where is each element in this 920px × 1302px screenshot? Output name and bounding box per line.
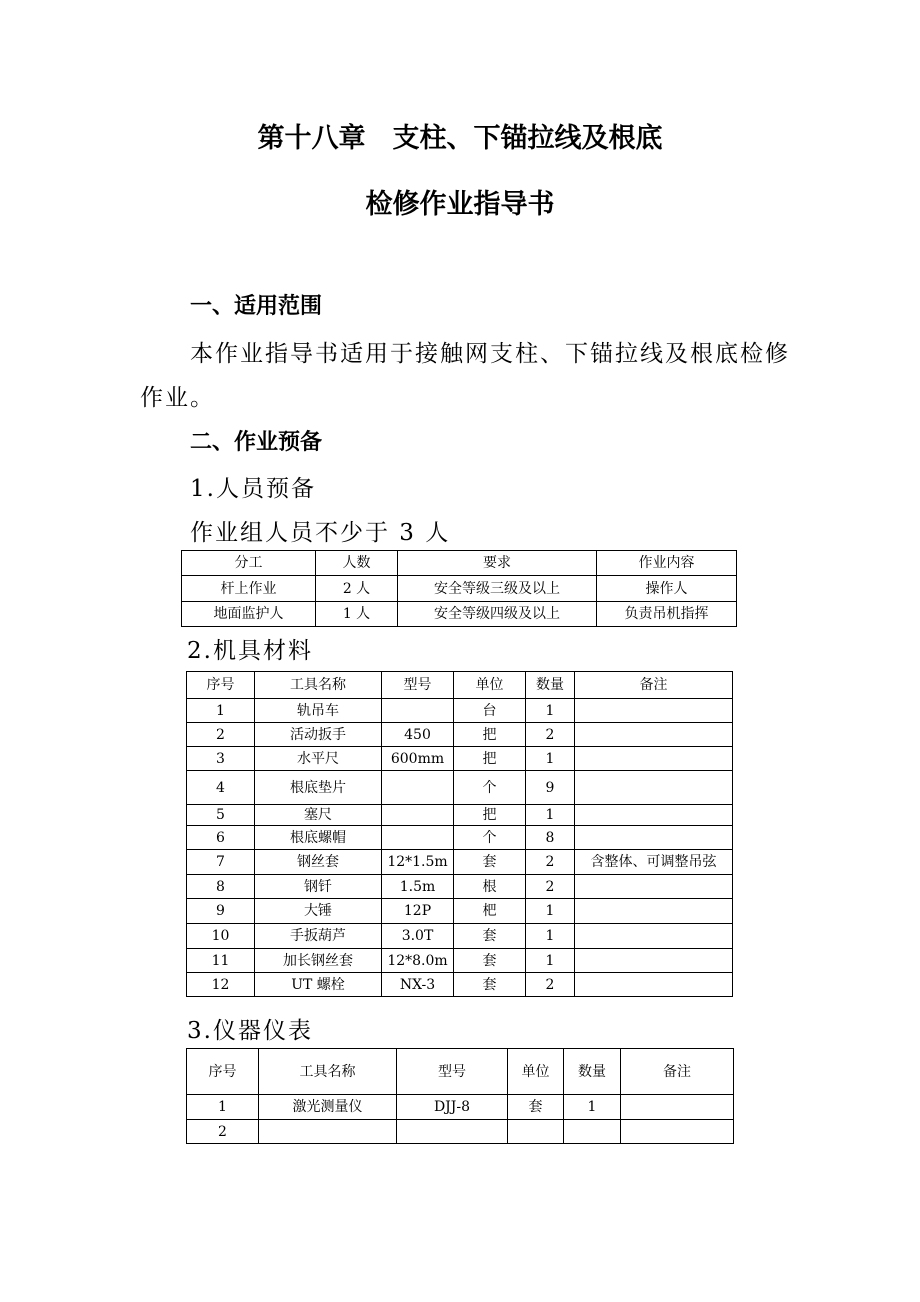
table-cell xyxy=(575,899,733,924)
table-cell: 12 xyxy=(187,973,255,997)
table-cell xyxy=(621,1095,734,1120)
table-cell: 8 xyxy=(526,826,575,850)
table-cell: 轨吊车 xyxy=(255,699,382,723)
table-cell: 塞尺 xyxy=(255,805,382,826)
table-cell: 1 xyxy=(526,899,575,924)
table-cell: 5 xyxy=(187,805,255,826)
table-cell: 地面监护人 xyxy=(182,602,316,627)
table-cell: 根 xyxy=(454,875,526,899)
table-row xyxy=(187,771,733,805)
table-cell: NX-3 xyxy=(382,973,454,997)
table-cell: 根底垫片 xyxy=(255,771,382,805)
section1-paragraph-line2: 作业。 xyxy=(140,385,215,411)
table-cell: 1 xyxy=(187,699,255,723)
table-cell: 负责吊机指挥 xyxy=(597,602,737,627)
table-cell: 台 xyxy=(454,699,526,723)
table-cell: 安全等级三级及以上 xyxy=(398,576,597,602)
table-cell xyxy=(575,973,733,997)
table-cell: 2 xyxy=(187,1120,259,1144)
table-cell: 1 xyxy=(526,924,575,949)
header-cell: 单位 xyxy=(454,672,526,699)
table-row xyxy=(187,899,733,924)
table-cell: 根底螺帽 xyxy=(255,826,382,850)
table-cell: 把 xyxy=(454,747,526,771)
table-cell: 2 人 xyxy=(316,576,398,602)
table-cell: 杷 xyxy=(454,899,526,924)
table-cell: 11 xyxy=(187,949,255,973)
table-cell: 600mm xyxy=(382,747,454,771)
table-cell: 9 xyxy=(187,899,255,924)
table-cell: 含整体、可调整吊弦 xyxy=(575,850,733,875)
table-cell xyxy=(382,826,454,850)
table-cell: 12*8.0m xyxy=(382,949,454,973)
header-cell: 数量 xyxy=(564,1049,621,1095)
table-cell: 1.5m xyxy=(382,875,454,899)
header-cell: 数量 xyxy=(526,672,575,699)
table-cell: 2 xyxy=(526,723,575,747)
header-cell: 型号 xyxy=(397,1049,508,1095)
header-row xyxy=(187,1049,734,1095)
table-cell: 安全等级四级及以上 xyxy=(398,602,597,627)
table-cell: 激光测量仪 xyxy=(259,1095,397,1120)
section1-paragraph-line1: 本作业指导书适用于接触网支柱、下锚拉线及根底检修 xyxy=(190,341,790,367)
table-cell: 8 xyxy=(187,875,255,899)
section1-heading: 一、适用范围 xyxy=(190,294,323,319)
personnel-heading: 1.人员预备 xyxy=(190,476,316,502)
doc-title-line2: 检修作业指导书 xyxy=(365,189,555,220)
table-cell xyxy=(575,771,733,805)
table-cell xyxy=(259,1120,397,1144)
table-cell xyxy=(575,949,733,973)
table-cell xyxy=(575,924,733,949)
table-cell xyxy=(397,1120,508,1144)
table-cell: 4 xyxy=(187,771,255,805)
table-cell: DJJ-8 xyxy=(397,1095,508,1120)
table-row xyxy=(187,805,733,826)
instruments-heading: 3.仪器仪表 xyxy=(187,1018,313,1044)
table-row xyxy=(187,924,733,949)
personnel-header-row xyxy=(182,551,737,576)
table-cell: 操作人 xyxy=(597,576,737,602)
table-cell xyxy=(575,826,733,850)
table-cell: 450 xyxy=(382,723,454,747)
table-row xyxy=(187,723,733,747)
header-cell: 工具名称 xyxy=(259,1049,397,1095)
header-cell: 分工 xyxy=(182,551,316,576)
table-row xyxy=(182,602,737,627)
table-cell: 把 xyxy=(454,723,526,747)
header-cell: 要求 xyxy=(398,551,597,576)
section2-heading: 二、作业预备 xyxy=(190,430,323,455)
table-cell: 套 xyxy=(454,924,526,949)
table-cell: 钢丝套 xyxy=(255,850,382,875)
table-cell: 12P xyxy=(382,899,454,924)
table-cell xyxy=(575,805,733,826)
table-cell xyxy=(382,805,454,826)
table-cell: 活动扳手 xyxy=(255,723,382,747)
table-cell: 套 xyxy=(454,850,526,875)
table-cell: 把 xyxy=(454,805,526,826)
table-cell: 1 xyxy=(526,699,575,723)
table-cell: 2 xyxy=(526,973,575,997)
header-cell: 备注 xyxy=(621,1049,734,1095)
header-cell: 作业内容 xyxy=(597,551,737,576)
table-cell: UT 螺栓 xyxy=(255,973,382,997)
table-cell: 水平尺 xyxy=(255,747,382,771)
table-cell: 3 xyxy=(187,747,255,771)
table-cell: 6 xyxy=(187,826,255,850)
table-cell xyxy=(508,1120,564,1144)
table-cell: 1 xyxy=(187,1095,259,1120)
table-cell: 2 xyxy=(526,875,575,899)
header-cell: 序号 xyxy=(187,672,255,699)
table-row xyxy=(187,1120,734,1144)
table-cell: 2 xyxy=(187,723,255,747)
table-cell xyxy=(575,699,733,723)
header-cell: 备注 xyxy=(575,672,733,699)
table-cell: 10 xyxy=(187,924,255,949)
header-cell: 单位 xyxy=(508,1049,564,1095)
table-cell: 个 xyxy=(454,826,526,850)
header-cell: 人数 xyxy=(316,551,398,576)
table-cell: 个 xyxy=(454,771,526,805)
header-row xyxy=(187,672,733,699)
table-cell: 12*1.5m xyxy=(382,850,454,875)
header-cell: 序号 xyxy=(187,1049,259,1095)
table-cell xyxy=(382,771,454,805)
instruments-table xyxy=(186,1048,734,1144)
table-row xyxy=(187,875,733,899)
table-cell: 套 xyxy=(454,973,526,997)
tools-heading: 2.机具材料 xyxy=(187,638,313,664)
table-row xyxy=(187,747,733,771)
table-row xyxy=(187,1095,734,1120)
table-cell: 7 xyxy=(187,850,255,875)
table-row xyxy=(182,576,737,602)
table-row xyxy=(187,973,733,997)
doc-title-line1: 第十八章 支柱、下锚拉线及根底 xyxy=(257,123,663,154)
table-cell: 套 xyxy=(508,1095,564,1120)
header-cell: 型号 xyxy=(382,672,454,699)
table-cell: 1 xyxy=(526,747,575,771)
table-cell xyxy=(564,1120,621,1144)
table-cell: 1 xyxy=(526,949,575,973)
table-cell xyxy=(575,875,733,899)
table-cell: 2 xyxy=(526,850,575,875)
table-row xyxy=(187,850,733,875)
table-cell: 大锤 xyxy=(255,899,382,924)
personnel-table xyxy=(181,550,737,627)
table-cell: 套 xyxy=(454,949,526,973)
table-cell: 3.0T xyxy=(382,924,454,949)
table-cell: 钢钎 xyxy=(255,875,382,899)
personnel-note: 作业组人员不少于 3 人 xyxy=(190,520,451,546)
table-cell xyxy=(575,747,733,771)
table-cell: 9 xyxy=(526,771,575,805)
table-cell: 1 人 xyxy=(316,602,398,627)
table-row xyxy=(187,949,733,973)
table-row xyxy=(187,699,733,723)
table-cell: 1 xyxy=(526,805,575,826)
table-row xyxy=(187,826,733,850)
tools-table xyxy=(186,671,733,997)
header-cell: 工具名称 xyxy=(255,672,382,699)
table-cell: 手扳葫芦 xyxy=(255,924,382,949)
table-cell xyxy=(621,1120,734,1144)
table-cell: 杆上作业 xyxy=(182,576,316,602)
table-cell: 1 xyxy=(564,1095,621,1120)
table-cell: 加长钢丝套 xyxy=(255,949,382,973)
table-cell xyxy=(382,699,454,723)
table-cell xyxy=(575,723,733,747)
